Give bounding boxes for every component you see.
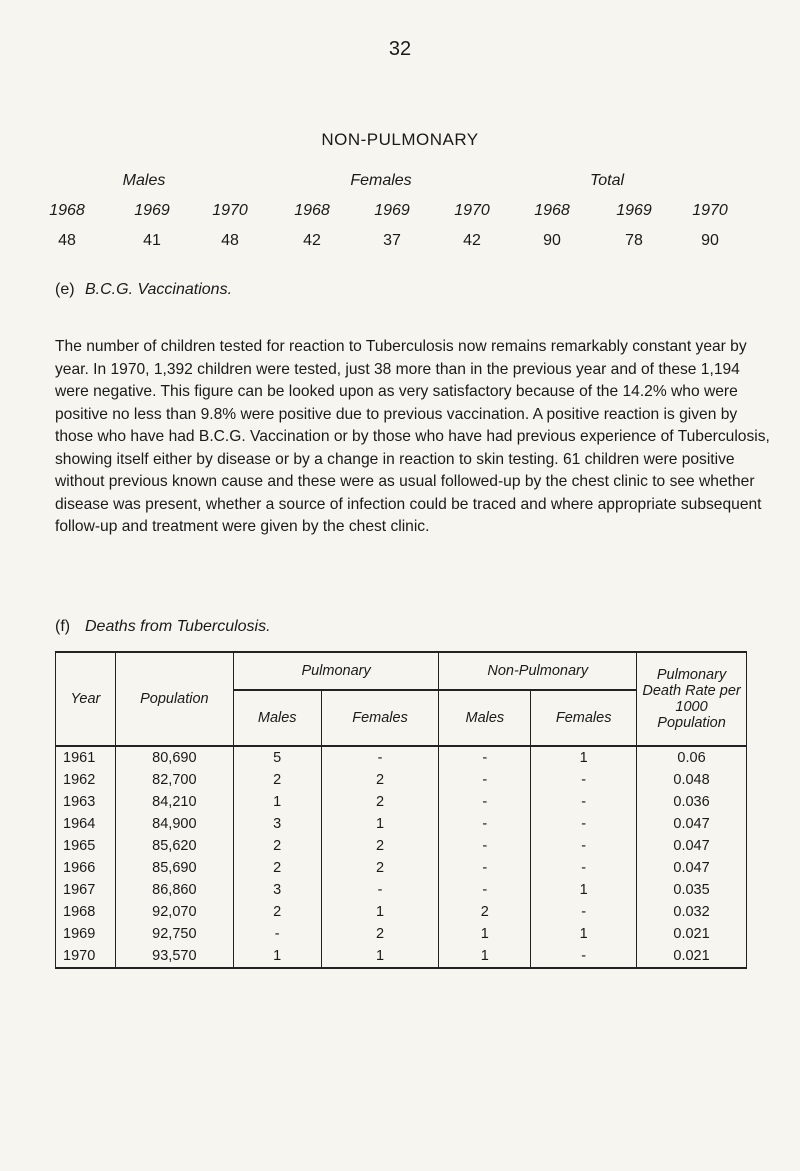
summary-value: 42 xyxy=(303,232,321,249)
header-non-pulmonary-females: Females xyxy=(531,690,637,746)
population-cell: 92,070 xyxy=(115,901,233,923)
header-population: Population xyxy=(115,652,233,746)
non-pulmonary-summary xyxy=(49,172,728,262)
non-pulmonary-males-cell: - xyxy=(439,746,531,769)
summary-value: 90 xyxy=(543,232,561,249)
table-row xyxy=(56,857,747,879)
summary-value: 48 xyxy=(58,232,76,249)
summary-value: 41 xyxy=(143,232,161,249)
table-row xyxy=(56,945,747,968)
deaths-table xyxy=(55,651,747,969)
year-cell: 1964 xyxy=(56,813,116,835)
population-cell: 82,700 xyxy=(115,769,233,791)
death-rate-cell: 0.021 xyxy=(637,945,747,968)
pulmonary-males-cell: 3 xyxy=(233,813,321,835)
year-header: 1969 xyxy=(134,202,170,219)
table-row xyxy=(56,813,747,835)
header-pulmonary-females: Females xyxy=(321,690,439,746)
summary-year-headers xyxy=(49,202,728,232)
pulmonary-females-cell: 1 xyxy=(321,901,439,923)
non-pulmonary-males-cell: - xyxy=(439,857,531,879)
table-row xyxy=(56,923,747,945)
death-rate-cell: 0.047 xyxy=(637,813,747,835)
year-cell: 1961 xyxy=(56,746,116,769)
non-pulmonary-females-cell: - xyxy=(531,769,637,791)
year-cell: 1968 xyxy=(56,901,116,923)
bcg-paragraph: The number of children tested for reaction to Tuberculosis now remains remarkably constant year by year. In 1970, 1,392 children were tested, just 38 more than in the previous year and of these 1,194 were negative. This figure can be looked upon as very satisfactory because of the 14.2% who were positive no less than 9.8% were positive due to previous vaccination. A positive reaction is given by those who have had B.C.G. Vaccination or by those who have had previous experience of Tuberculosis, showing itself either by disease or by a change in reaction to skin testing. 61 children were positive without previous known cause and these were as usual followed-up by the chest clinic to see whether disease was present, whether a source of infection could be traced and where appropriate subsequent follow-up and treatment were given by the chest clinic. xyxy=(55,338,770,535)
section-e-title: B.C.G. Vaccinations. xyxy=(85,281,233,298)
summary-value: 42 xyxy=(463,232,481,249)
non-pulmonary-females-cell: 1 xyxy=(531,746,637,769)
pulmonary-males-cell: 1 xyxy=(233,791,321,813)
summary-group-headers xyxy=(52,172,712,202)
header-non-pulmonary-males: Males xyxy=(439,690,531,746)
non-pulmonary-females-cell: - xyxy=(531,945,637,968)
header-non-pulmonary: Non-Pulmonary xyxy=(439,652,637,690)
pulmonary-females-cell: 2 xyxy=(321,769,439,791)
year-cell: 1970 xyxy=(56,945,116,968)
pulmonary-females-cell: 2 xyxy=(321,791,439,813)
pulmonary-females-cell: - xyxy=(321,746,439,769)
pulmonary-males-cell: 2 xyxy=(233,835,321,857)
death-rate-cell: 0.047 xyxy=(637,857,747,879)
summary-values xyxy=(52,232,719,262)
pulmonary-females-cell: - xyxy=(321,879,439,901)
non-pulmonary-females-cell: - xyxy=(531,857,637,879)
group-header-males: Males xyxy=(122,172,166,189)
page-number: 32 xyxy=(388,38,412,60)
population-cell: 85,620 xyxy=(115,835,233,857)
pulmonary-males-cell: 2 xyxy=(233,769,321,791)
group-header-females: Females xyxy=(350,172,412,189)
death-rate-cell: 0.048 xyxy=(637,769,747,791)
non-pulmonary-males-cell: - xyxy=(439,835,531,857)
population-cell: 80,690 xyxy=(115,746,233,769)
non-pulmonary-females-cell: - xyxy=(531,791,637,813)
year-cell: 1963 xyxy=(56,791,116,813)
non-pulmonary-males-cell: 2 xyxy=(439,901,531,923)
table-row xyxy=(56,746,747,769)
death-rate-cell: 0.047 xyxy=(637,835,747,857)
pulmonary-females-cell: 2 xyxy=(321,923,439,945)
section-e-letter: (e) xyxy=(55,281,75,298)
year-header: 1968 xyxy=(294,202,330,219)
year-cell: 1966 xyxy=(56,857,116,879)
table-row xyxy=(56,835,747,857)
pulmonary-females-cell: 2 xyxy=(321,835,439,857)
death-rate-cell: 0.021 xyxy=(637,923,747,945)
year-header: 1970 xyxy=(212,202,248,219)
table-row xyxy=(56,879,747,901)
header-death-rate: Pulmonary Death Rate per 1000 Population xyxy=(637,652,747,746)
non-pulmonary-females-cell: - xyxy=(531,835,637,857)
year-header: 1968 xyxy=(534,202,570,219)
non-pulmonary-females-cell: - xyxy=(531,813,637,835)
year-cell: 1967 xyxy=(56,879,116,901)
header-year: Year xyxy=(56,652,116,746)
population-cell: 85,690 xyxy=(115,857,233,879)
non-pulmonary-males-cell: - xyxy=(439,769,531,791)
group-header-total: Total xyxy=(589,172,625,189)
population-cell: 84,900 xyxy=(115,813,233,835)
pulmonary-females-cell: 1 xyxy=(321,945,439,968)
pulmonary-males-cell: 2 xyxy=(233,857,321,879)
pulmonary-females-cell: 2 xyxy=(321,857,439,879)
summary-value: 90 xyxy=(701,232,719,249)
death-rate-cell: 0.06 xyxy=(637,746,747,769)
death-rate-cell: 0.035 xyxy=(637,879,747,901)
header-pulmonary: Pulmonary xyxy=(233,652,439,690)
non-pulmonary-females-cell: - xyxy=(531,901,637,923)
pulmonary-males-cell: 3 xyxy=(233,879,321,901)
population-cell: 84,210 xyxy=(115,791,233,813)
pulmonary-males-cell: 2 xyxy=(233,901,321,923)
year-header: 1970 xyxy=(692,202,728,219)
year-header: 1968 xyxy=(49,202,85,219)
year-cell: 1965 xyxy=(56,835,116,857)
pulmonary-males-cell: - xyxy=(233,923,321,945)
section-f-title: Deaths from Tuberculosis. xyxy=(85,618,271,635)
year-cell: 1969 xyxy=(56,923,116,945)
pulmonary-males-cell: 5 xyxy=(233,746,321,769)
pulmonary-males-cell: 1 xyxy=(233,945,321,968)
summary-value: 37 xyxy=(383,232,401,249)
section-e-heading xyxy=(55,281,232,299)
section-f-letter: (f) xyxy=(55,618,71,635)
death-rate-cell: 0.032 xyxy=(637,901,747,923)
population-cell: 92,750 xyxy=(115,923,233,945)
year-cell: 1962 xyxy=(56,769,116,791)
year-header: 1970 xyxy=(454,202,490,219)
population-cell: 86,860 xyxy=(115,879,233,901)
header-pulmonary-males: Males xyxy=(233,690,321,746)
pulmonary-females-cell: 1 xyxy=(321,813,439,835)
non-pulmonary-males-cell: 1 xyxy=(439,923,531,945)
table-row xyxy=(56,791,747,813)
death-rate-cell: 0.036 xyxy=(637,791,747,813)
table-row xyxy=(56,901,747,923)
non-pulmonary-males-cell: - xyxy=(439,813,531,835)
non-pulmonary-males-cell: - xyxy=(439,879,531,901)
non-pulmonary-title: NON-PULMONARY xyxy=(321,130,479,149)
summary-value: 48 xyxy=(221,232,239,249)
section-f-heading xyxy=(55,618,271,636)
non-pulmonary-males-cell: 1 xyxy=(439,945,531,968)
non-pulmonary-females-cell: 1 xyxy=(531,879,637,901)
year-header: 1969 xyxy=(374,202,410,219)
non-pulmonary-males-cell: - xyxy=(439,791,531,813)
summary-value: 78 xyxy=(625,232,643,249)
population-cell: 93,570 xyxy=(115,945,233,968)
year-header: 1969 xyxy=(616,202,652,219)
non-pulmonary-females-cell: 1 xyxy=(531,923,637,945)
table-row xyxy=(56,769,747,791)
